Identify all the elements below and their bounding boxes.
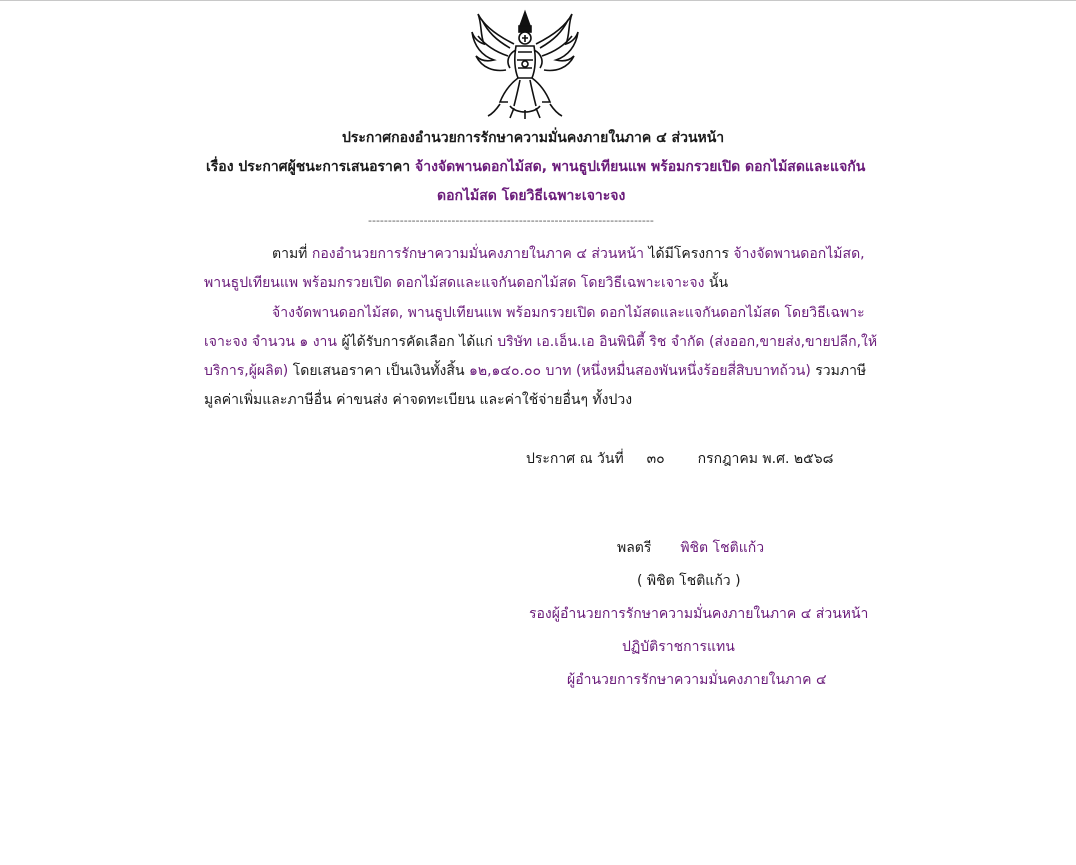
p1-lead: ตามที่ [272, 246, 308, 262]
separator-line: ------------------------------------------------------------------------ [368, 214, 654, 227]
p2-winner-name: บริษัท เอ.เอ็น.เอ อินพินิตี้ ริช จำกัด (ส่งออก,ขายส่ง,ขายปลีก,ให้ [497, 334, 878, 350]
subject-text-continued: ดอกไม้สด โดยวิธีเฉพาะเจาะจง [437, 188, 626, 204]
signature-rank: พลตรี [617, 540, 652, 556]
signature-name-parenthetical: ( พิชิต โชติแก้ว ) [637, 573, 741, 589]
subject-line [206, 157, 865, 177]
top-border [0, 0, 1076, 1]
p1-project-continued: พานธูปเทียนแพ พร้อมกรวยเปิด ดอกไม้สดและแจกันดอกไม้สด โดยวิธีเฉพาะเจาะจง [204, 275, 705, 291]
p2-winner-name-continued: บริการ,ผู้ผลิต) [204, 363, 289, 379]
garuda-emblem-icon [470, 6, 580, 121]
p2-winner-label: ผู้ได้รับการคัดเลือก ได้แก่ [341, 334, 493, 350]
subject-text: จ้างจัดพานดอกไม้สด, พานธูปเทียนแพ พร้อมกรวยเปิด ดอกไม้สดและแจกัน [415, 159, 866, 175]
p2-price-label: โดยเสนอราคา เป็นเงินทั้งสิ้น [292, 363, 465, 379]
date-label: ประกาศ ณ วันที่ [526, 451, 624, 467]
body-paragraph-1-line-1 [272, 244, 865, 264]
subject-prefix: เรื่อง ประกาศผู้ชนะการเสนอราคา [206, 159, 411, 175]
p2-tax-label: รวมภาษี [815, 363, 867, 379]
p1-project: จ้างจัดพานดอกไม้สด, [733, 246, 865, 262]
announcement-date [526, 449, 833, 469]
body-paragraph-2-line-3 [204, 361, 866, 381]
signature-name: พิชิต โชติแก้ว [680, 540, 765, 556]
p1-end: นั้น [708, 275, 729, 291]
body-paragraph-2-line-2 [204, 332, 877, 352]
body-paragraph-1-line-2 [204, 273, 728, 293]
p2-quantity: เจาะจง จำนวน ๑ งาน [204, 334, 337, 350]
p2-price-amount: ๑๒,๑๔๐.๐๐ บาท (หนึ่งหมื่นสองพันหนึ่งร้อยสี่สิบบาทถ้วน) [468, 363, 811, 379]
body-paragraph-2-line-1: จ้างจัดพานดอกไม้สด, พานธูปเทียนแพ พร้อมกรวยเปิด ดอกไม้สดและแจกันดอกไม้สด โดยวิธีเฉพาะ [272, 305, 865, 321]
date-day: ๓๐ [646, 451, 665, 467]
signature-position: รองผู้อำนวยการรักษาความมั่นคงภายในภาค ๔ ส่วนหน้า [529, 606, 869, 622]
p1-mid: ได้มีโครงการ [648, 246, 729, 262]
announcement-title: ประกาศกองอำนวยการรักษาความมั่นคงภายในภาค ๔ ส่วนหน้า [342, 130, 725, 146]
signature-acting: ปฏิบัติราชการแทน [622, 639, 735, 655]
signature-on-behalf: ผู้อำนวยการรักษาความมั่นคงภายในภาค ๔ [567, 672, 827, 688]
p1-agency: กองอำนวยการรักษาความมั่นคงภายในภาค ๔ ส่วนหน้า [311, 246, 645, 262]
date-month-year: กรกฎาคม พ.ศ. ๒๕๖๘ [697, 451, 834, 467]
body-paragraph-2-line-4: มูลค่าเพิ่มและภาษีอื่น ค่าขนส่ง ค่าจดทะเบียน และค่าใช้จ่ายอื่นๆ ทั้งปวง [204, 392, 633, 408]
signature-name-line [617, 538, 764, 558]
